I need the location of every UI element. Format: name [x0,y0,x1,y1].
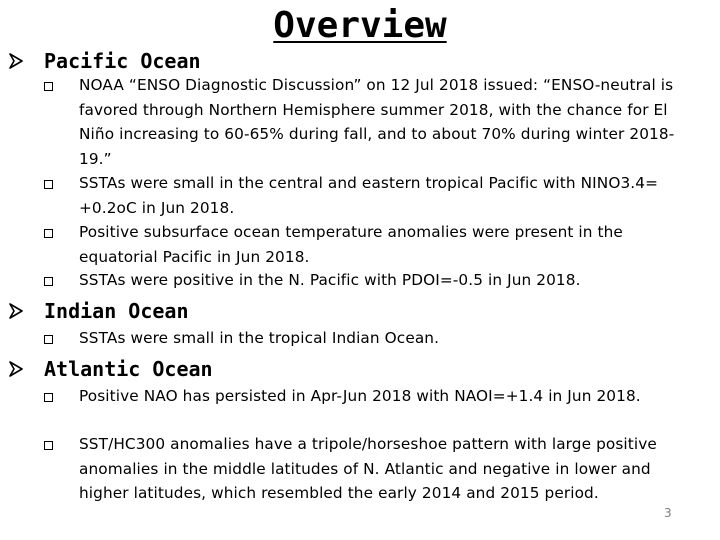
checkbox-bullet-icon [44,441,53,450]
bullet-text: SSTAs were positive in the N. Pacific with PDOI=-0.5 in Jun 2018. [79,271,581,289]
slide-title-text: Overview [273,5,447,46]
bullet-text: SST/HC300 anomalies have a tripole/horseshoe pattern with large positive anomalies in the middle latitudes of N. Atlantic and negative in lower and higher latitudes, which resembled the early 2014 and 2015 period. [79,435,657,502]
checkbox-bullet-icon [44,180,53,189]
bullet-text: Positive subsurface ocean temperature anomalies were present in the equatorial Pacific in Jun 2018. [79,223,623,266]
section-heading-label: Pacific Ocean [44,49,201,73]
arrowhead-bullet-icon [8,303,24,319]
checkbox-bullet-icon [44,82,53,91]
checkbox-bullet-icon [44,229,53,238]
bullet-text: SSTAs were small in the central and eastern tropical Pacific with NINO3.4= +0.2oC in Jun 2018. [79,174,659,217]
bullet-text: NOAA “ENSO Diagnostic Discussion” on 12 Jul 2018 issued: “ENSO-neutral is favored through Northern Hemisphere summer 2018, with the chance for El Niño increasing to 60-65% during fall, and to about 70% during winter 2018-19.” [79,76,675,168]
section-heading-label: Indian Ocean [44,299,189,323]
checkbox-bullet-icon [44,335,53,344]
bullet-text: Positive NAO has persisted in Apr-Jun 2018 with NAOI=+1.4 in Jun 2018. [79,387,641,405]
page-number: 3 [664,506,672,520]
bullet-text: SSTAs were small in the tropical Indian Ocean. [79,329,440,347]
arrowhead-bullet-icon [8,361,24,377]
section-heading-label: Atlantic Ocean [44,357,213,381]
checkbox-bullet-icon [44,393,53,402]
slide-title [0,4,720,48]
arrowhead-bullet-icon [8,53,24,69]
checkbox-bullet-icon [44,277,53,286]
